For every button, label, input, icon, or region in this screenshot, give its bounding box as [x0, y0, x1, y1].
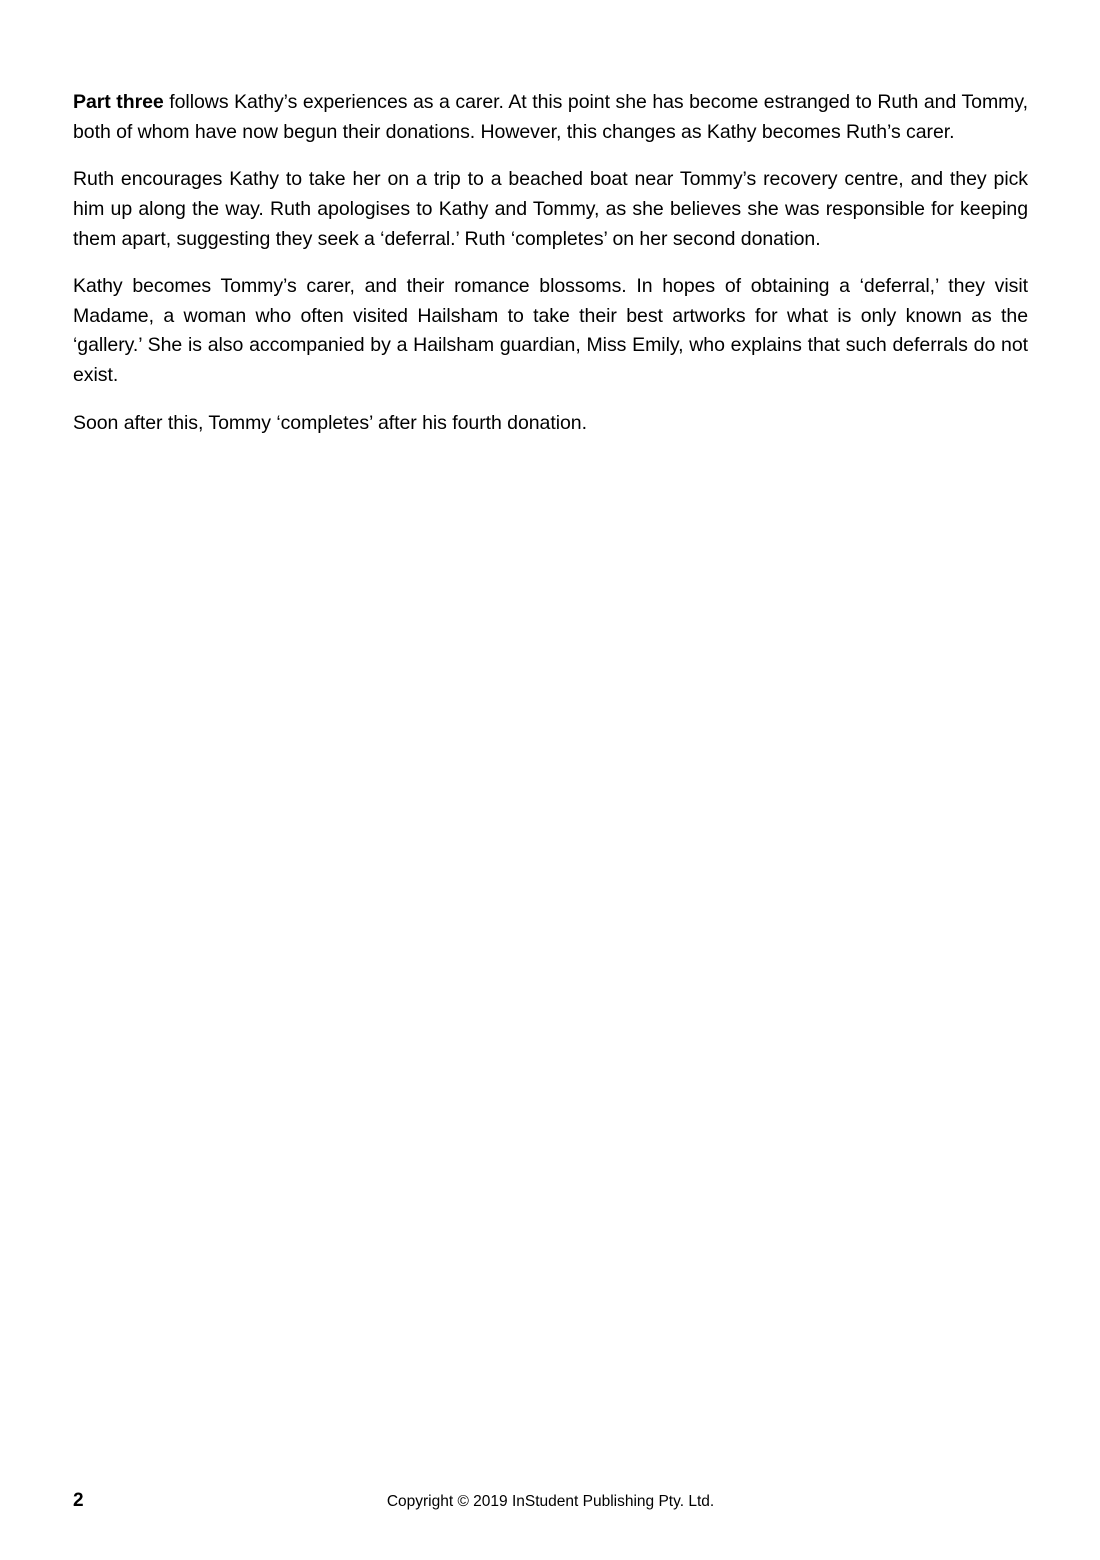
page-number: 2 [73, 1490, 84, 1511]
paragraph-4-text: Soon after this, Tommy ‘completes’ after his fourth donation. [73, 411, 587, 434]
document-body [73, 88, 1028, 438]
paragraph-3-text: Kathy becomes Tommy’s carer, and their romance blossoms. In hopes of obtaining a ‘deferral,’ they visit Madame, a woman who often visited Hailsham to take their best artworks for what is only known as the ‘gallery.’ She is also accompanied by a Hailsham guardian, Miss Emily, who explains that such deferrals do not exist. [73, 275, 1028, 386]
copyright-notice: Copyright © 2019 InStudent Publishing Pty. Ltd. [386, 1493, 715, 1510]
paragraph-1 [73, 88, 1028, 147]
page-footer [73, 1490, 1028, 1512]
paragraph-4 [73, 409, 1028, 439]
paragraph-1-text: follows Kathy’s experiences as a carer. At this point she has become estranged to Ruth and Tommy, both of whom have now begun their donations. However, this changes as Kathy becomes Ruth’s carer. [73, 91, 1028, 143]
paragraph-2 [73, 165, 1028, 254]
paragraph-2-text: Ruth encourages Kathy to take her on a trip to a beached boat near Tommy’s recovery centre, and they pick him up along the way. Ruth apologises to Kathy and Tommy, as she believes she was responsible for keeping them apart, suggesting they seek a ‘deferral.’ Ruth ‘completes’ on her second donation. [73, 168, 1028, 250]
paragraph-1-lead: Part three [73, 91, 164, 113]
paragraph-3 [73, 272, 1028, 391]
